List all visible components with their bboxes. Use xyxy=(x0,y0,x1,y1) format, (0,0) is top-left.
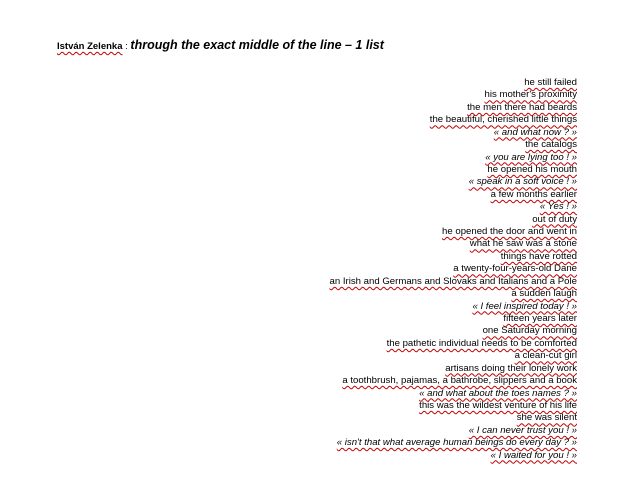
poem-line: things have rotted xyxy=(500,250,577,262)
author-name: István Zelenka xyxy=(57,41,123,52)
poem-line: an Irish and Germans and Slovaks and Italians and a Pole xyxy=(329,275,577,287)
poem-line: a clean-cut girl xyxy=(514,350,577,362)
poem-line: out of duty xyxy=(532,213,577,225)
poem-line: artisans doing their lonely work xyxy=(445,362,577,374)
poem-line: « I can never trust you ! » xyxy=(468,424,577,436)
poem-line: the beautiful, cherished little things xyxy=(429,114,577,126)
poem-line: fifteen years later xyxy=(503,313,577,325)
poem-line: this was the wildest venture of his life xyxy=(419,399,577,411)
poem-line: a few months earlier xyxy=(490,188,577,200)
poem-line: the pathetic individual needs to be comforted xyxy=(386,337,577,349)
poem-line: « and what about the toes names ? » xyxy=(419,387,577,399)
poem-list xyxy=(97,77,577,462)
poem-line: « you are lying too ! » xyxy=(485,151,577,163)
work-title: through the exact middle of the line – 1 list xyxy=(130,38,384,52)
poem-line: a toothbrush, pajamas, a bathrobe, slippers and a book xyxy=(342,375,577,387)
poem-line: he opened his mouth xyxy=(487,163,577,175)
poem-line: he opened the door and went in xyxy=(442,226,577,238)
poem-line: one Saturday morning xyxy=(482,325,577,337)
poem-line: « speak in a soft voice ! » xyxy=(468,176,577,188)
poem-line: what he saw was a stone xyxy=(469,238,577,250)
poem-line: the catalogs xyxy=(525,139,577,151)
poem-line: « Yes ! » xyxy=(539,201,577,213)
poem-line: a twenty-four-years-old Dane xyxy=(453,263,577,275)
title-separator: : xyxy=(122,41,131,52)
poem-line: « and what now ? » xyxy=(493,126,577,138)
poem-line: « I waited for you ! » xyxy=(490,449,577,461)
poem-line: a sudden laugh xyxy=(511,288,577,300)
poem-line: « isn't that what average human beings do every day ? » xyxy=(336,437,577,449)
poem-line: his mother's proximity xyxy=(484,89,577,101)
poem-line: the men there had beards xyxy=(467,101,577,113)
document-title xyxy=(57,36,384,56)
poem-line: he still failed xyxy=(524,77,577,88)
poem-line: she was silent xyxy=(516,412,577,424)
poem-line: « I feel inspired today ! » xyxy=(472,300,577,312)
